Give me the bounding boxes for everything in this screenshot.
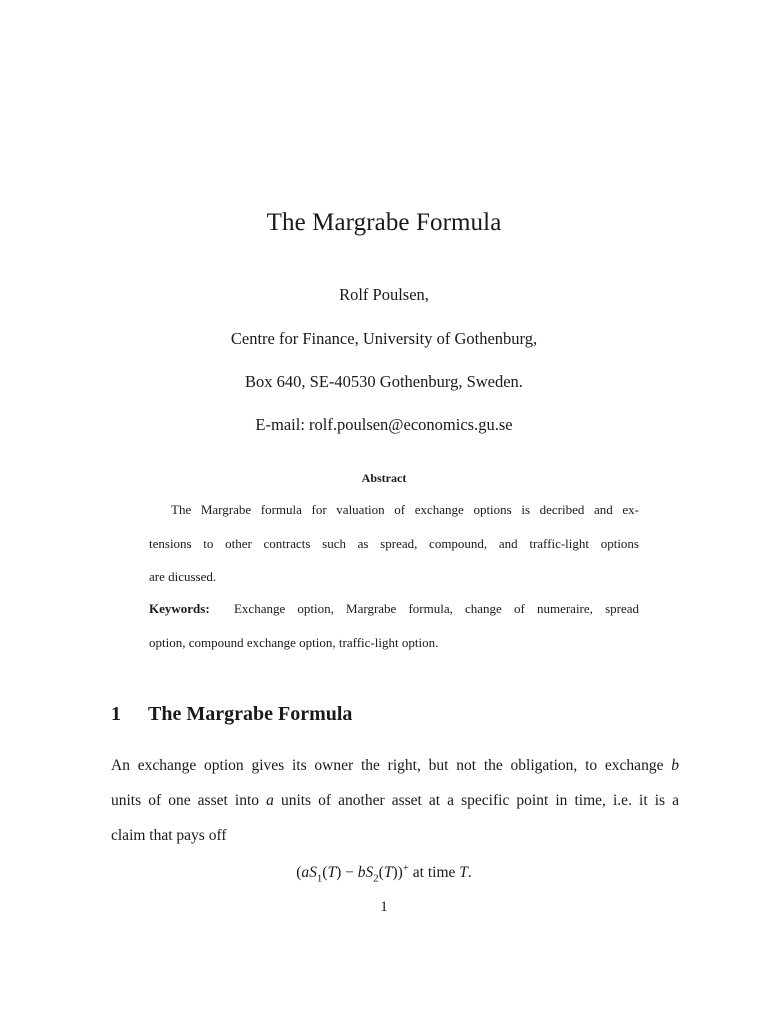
page-number: 1 <box>380 899 388 915</box>
section-number: 1 <box>111 703 121 725</box>
author-name: Rolf Poulsen, <box>339 285 429 304</box>
body-line-3: claim that pays off <box>111 827 227 844</box>
keywords-line-1 <box>149 601 639 617</box>
body-line-2-post: units of another asset at a specific point in time, i.e. it is a <box>280 792 680 809</box>
abstract-line-3: are dicussed. <box>149 569 217 584</box>
body-line-1-text: An exchange option gives its owner the right, but not the obligation, to exchange <box>111 757 664 774</box>
abstract-line-1: The Margrabe formula for valuation of exchange options is decribed and ex- <box>171 502 639 517</box>
section-heading <box>111 703 352 726</box>
author-affiliation: Centre for Finance, University of Gothenburg, <box>230 329 538 348</box>
keywords-text: Exchange option, Margrabe formula, change of numeraire, spread <box>233 601 639 616</box>
formula-var-T: T <box>459 864 468 882</box>
body-line-2-pre: units of one asset into <box>111 792 259 809</box>
author-email: E-mail: rolf.poulsen@economics.gu.se <box>255 415 513 434</box>
author-address: Box 640, SE-40530 Gothenburg, Sweden. <box>245 372 523 391</box>
payoff-formula: $(aS_1(T) - bS_2(T))^+$ at time T. <box>296 862 472 885</box>
abstract-heading: Abstract <box>361 471 407 485</box>
var-a: a <box>266 792 274 809</box>
abstract-line-2: tensions to other contracts such as spread, compound, and traffic-light options <box>149 536 639 551</box>
formula-text: at time <box>412 864 456 882</box>
keywords-label: Keywords: <box>149 601 210 616</box>
keywords-line-2: option, compound exchange option, traffic-light option. <box>149 635 439 650</box>
paper-title: The Margrabe Formula <box>266 209 502 236</box>
body-line-2 <box>111 792 679 810</box>
var-b: b <box>671 757 679 774</box>
body-line-1 <box>111 757 679 775</box>
section-title: The Margrabe Formula <box>148 703 353 725</box>
